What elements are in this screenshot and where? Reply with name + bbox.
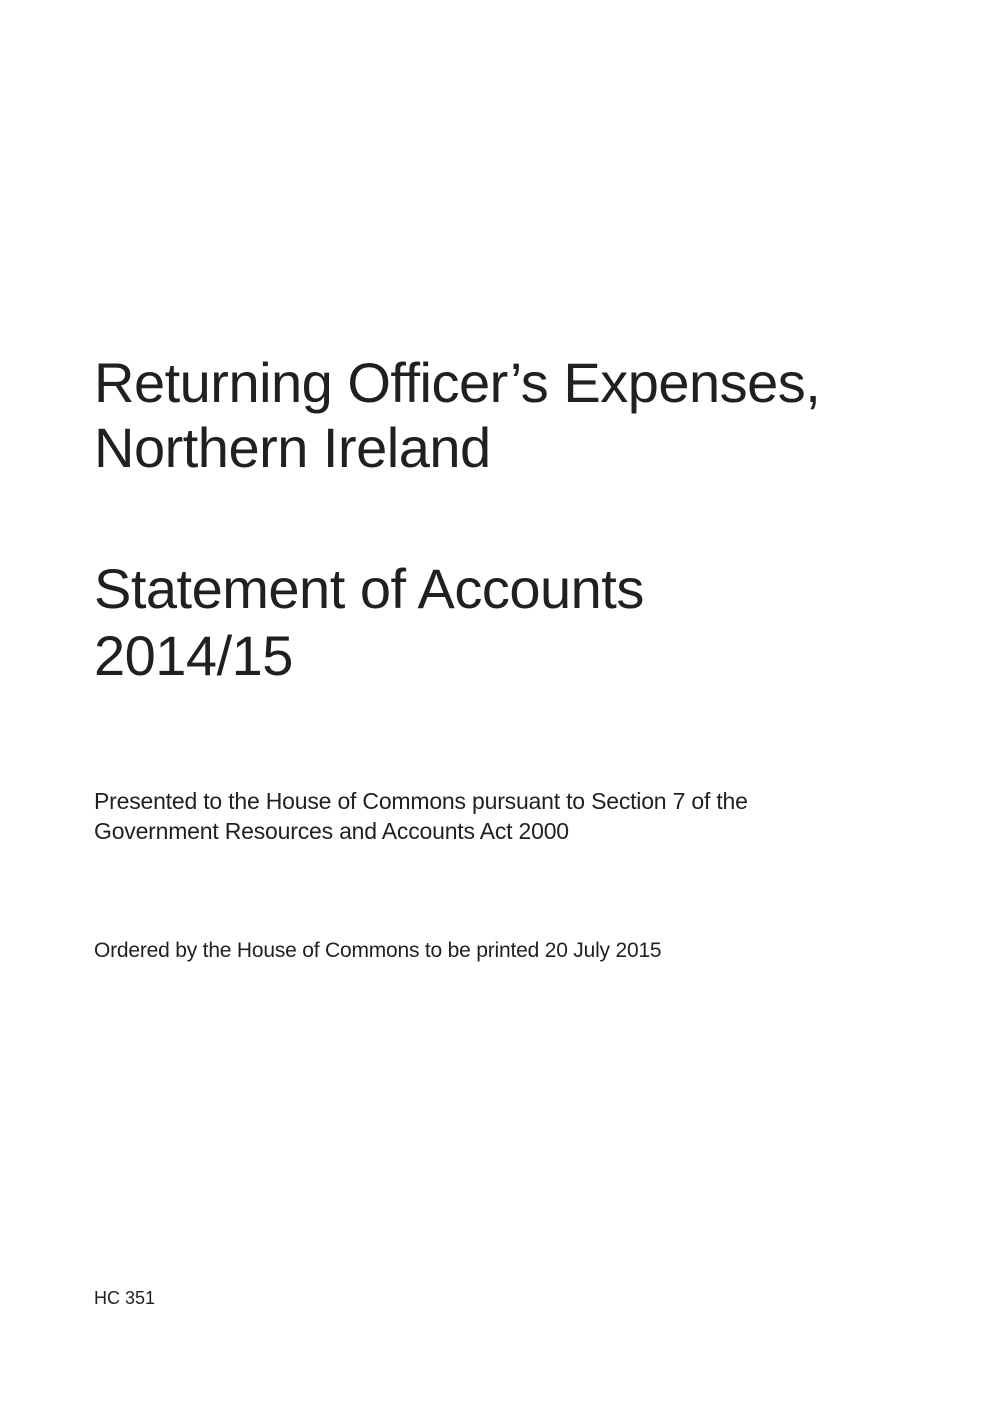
presented-statement xyxy=(94,786,748,846)
document-subtitle-line-2: 2014/15 xyxy=(94,624,293,687)
presented-statement-line-2: Government Resources and Accounts Act 2000 xyxy=(94,818,569,844)
document-title xyxy=(94,350,820,480)
presented-statement-line-1: Presented to the House of Commons pursuant to Section 7 of the xyxy=(94,788,748,814)
hc-number: HC 351 xyxy=(94,1288,156,1308)
ordered-statement: Ordered by the House of Commons to be printed 20 July 2015 xyxy=(94,939,662,962)
document-title-line-1: Returning Officer’s Expenses, xyxy=(94,351,821,414)
document-title-line-2: Northern Ireland xyxy=(94,416,491,479)
document-subtitle xyxy=(94,555,644,689)
document-subtitle-line-1: Statement of Accounts xyxy=(94,557,644,620)
